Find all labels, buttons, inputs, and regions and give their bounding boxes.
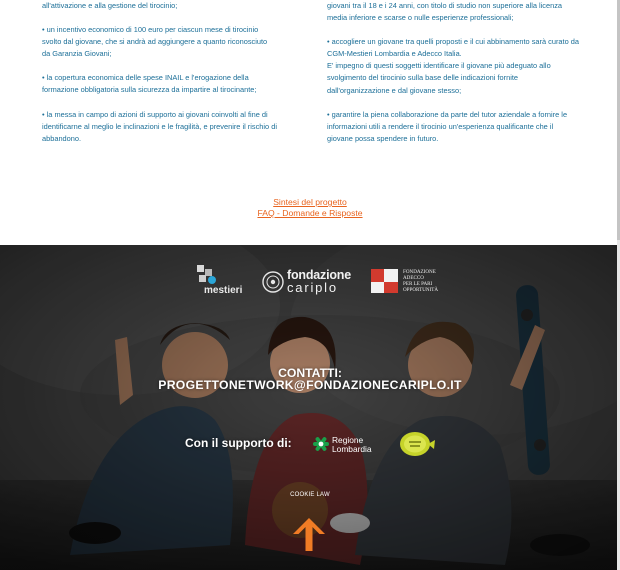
support-label: Con il supporto di: [185,436,292,450]
left-paragraph-2: • la copertura economica delle spese INAIL e l'erogazione della formazione obbligatoria sulla sicurezza da impartire al tirocinante; [42,73,257,95]
adecco-line-4: OPPORTUNITÀ [403,287,439,293]
right-paragraph-2: • garantire la piena collaborazione da parte del tutor aziendale a fornire le informazioni utili a rendere il tirocinio un'esperienza qualificante che il giovane possa spendere in futuro. [327,109,568,143]
adecco-line-1: FONDAZIONE [403,269,436,275]
sintesi-link[interactable]: Sintesi del progetto [273,197,347,207]
faq-link[interactable]: FAQ - Domande e Risposte [257,208,363,218]
adecco-line-2: ADECCO [403,275,424,281]
main-content [0,0,620,245]
cariplo-logo-line1: fondazione [287,268,351,282]
right-paragraph-1b: E' impegno di questi soggetti identificare il giovane più adeguato allo svolgimento del tirocinio sulla base delle indicazioni fornite dall'organizzazione e dal giovane stesso; [327,61,551,95]
garanzia-giovani-logo[interactable] [398,430,436,460]
right-paragraph-1: • accogliere un giovane tra quelli proposti e il cui abbinamento sarà curato da CGM-Mestieri Lombardia e Adecco Italia. [327,37,579,59]
fondazione-cariplo-logo[interactable] [262,268,357,296]
left-paragraph-3: • la messa in campo di azioni di supporto ai giovani coinvolti al fine di identificarne al meglio le inclinazioni e le fragilità, e prevenire il rischio di abbandono. [42,109,277,143]
cookie-law-link[interactable]: COOKIE LAW [290,492,330,498]
adecco-line-3: PER LE PARI [403,281,433,287]
cariplo-seal-icon [262,271,284,293]
mestieri-logo[interactable] [195,263,245,299]
adecco-logo-text [403,269,438,293]
adecco-squares-icon [370,268,400,294]
arrow-up-icon[interactable] [290,515,328,553]
regione-lombardia-logo[interactable] [312,432,382,456]
right-text-column [327,0,579,145]
mestieri-logo-text: mestieri [204,285,243,296]
regione-line2: Lombardia [332,443,372,454]
garanzia-giovani-icon [398,430,436,460]
left-paragraph-1: • un incentivo economico di 100 euro per ciascun mese di tirocinio svolto dal giovane, che si andrà ad aggiungere a quanto riconosciuto da Garanzia Giovani; [42,25,268,59]
left-paragraph-0: all'attivazione e alla gestione del tirocinio; [42,1,178,10]
right-paragraph-0: giovani tra il 18 e i 24 anni, con titolo di studio non superiore alla licenza media inferiore e scarse o nulle esperienze professionali; [327,1,563,23]
cariplo-logo-line2: cariplo [287,280,338,295]
fondazione-adecco-logo[interactable] [370,267,450,297]
contact-email-link[interactable]: PROGETTONETWORK@FONDAZIONECARIPLO.IT [158,378,462,392]
left-text-column [42,0,277,145]
regione-lombardia-icon [312,435,330,453]
regione-line1: Regione [332,435,364,445]
contacts-block [0,367,620,391]
mestieri-cube-icon [195,263,219,287]
contacts-label: CONTATTI: [278,366,342,380]
